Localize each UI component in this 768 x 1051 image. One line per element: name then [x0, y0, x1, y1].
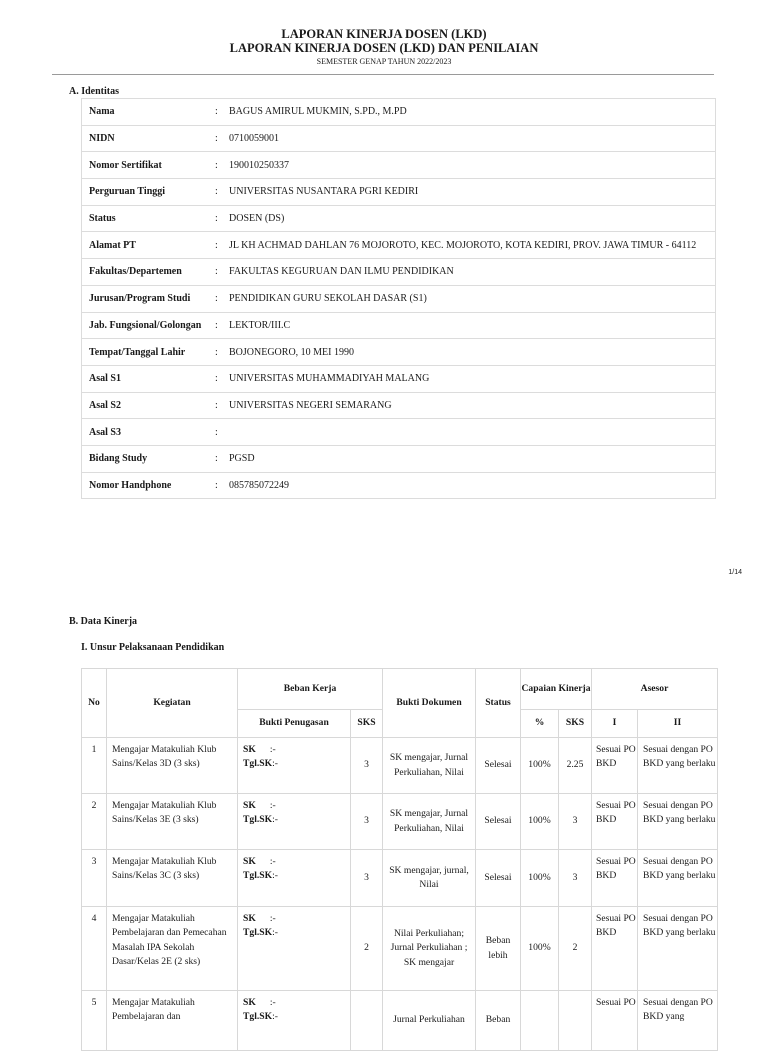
- kinerja-row: [82, 794, 718, 850]
- kinerja-table: [81, 668, 718, 1051]
- identitas-label: Asal S3: [82, 419, 216, 446]
- row-sks: 3: [351, 738, 383, 794]
- identitas-label: Perguruan Tinggi: [82, 179, 216, 206]
- row-bukti-penugasan: [238, 991, 351, 1051]
- row-no: 1: [82, 738, 107, 794]
- identitas-value: PGSD: [229, 445, 716, 472]
- identitas-value: 0710059001: [229, 125, 716, 152]
- kinerja-row: [82, 991, 718, 1051]
- row-asesor-1: Sesuai PO BKD: [592, 794, 638, 850]
- identitas-row: [82, 125, 716, 152]
- identitas-value: 085785072249: [229, 472, 716, 499]
- row-bukti-dokumen: Jurnal Perkuliahan: [383, 991, 476, 1051]
- tgl-sk-label: Tgl.SK: [243, 814, 273, 826]
- sk-label: SK: [243, 800, 256, 811]
- kinerja-row: [82, 738, 718, 794]
- tgl-sk-value: :-: [272, 870, 278, 882]
- row-asesor-2: Sesuai dengan PO BKD yang berlaku: [638, 794, 718, 850]
- report-title: LAPORAN KINERJA DOSEN (LKD): [281, 27, 487, 41]
- row-persen: 100%: [521, 907, 559, 991]
- identitas-row: [82, 152, 716, 179]
- col-status-header: Status: [476, 669, 521, 738]
- tgl-sk-label: Tgl.SK: [243, 758, 273, 770]
- identitas-value: UNIVERSITAS NEGERI SEMARANG: [229, 392, 716, 419]
- identitas-label: Nomor Sertifikat: [82, 152, 216, 179]
- tgl-sk-label: Tgl.SK: [243, 870, 273, 882]
- row-bukti-penugasan: [238, 850, 351, 907]
- identitas-separator: :: [215, 392, 229, 419]
- identitas-row: [82, 445, 716, 472]
- row-bukti-dokumen: Nilai Perkuliahan; Jurnal Perkuliahan ; SK mengajar: [383, 907, 476, 991]
- identitas-separator: :: [215, 312, 229, 339]
- identitas-table: [81, 98, 716, 499]
- identitas-value: UNIVERSITAS NUSANTARA PGRI KEDIRI: [229, 179, 716, 206]
- identitas-value: UNIVERSITAS MUHAMMADIYAH MALANG: [229, 365, 716, 392]
- identitas-separator: :: [215, 179, 229, 206]
- row-persen: [521, 991, 559, 1051]
- identitas-label: NIDN: [82, 125, 216, 152]
- sk-label: SK: [243, 856, 256, 867]
- identitas-separator: :: [215, 365, 229, 392]
- identitas-row: [82, 285, 716, 312]
- identitas-label: Asal S2: [82, 392, 216, 419]
- identitas-row: [82, 472, 716, 499]
- identitas-separator: :: [215, 339, 229, 366]
- identitas-separator: :: [215, 106, 218, 118]
- sk-label: SK: [243, 744, 256, 755]
- tgl-sk-label: Tgl.SK: [243, 927, 273, 939]
- identitas-label: Asal S1: [82, 365, 216, 392]
- identitas-label: Nama: [89, 106, 115, 118]
- identitas-row: [82, 205, 716, 232]
- identitas-row: [82, 99, 716, 126]
- sk-label: SK: [243, 997, 256, 1008]
- identitas-separator: :: [215, 232, 229, 259]
- semester-subtitle: SEMESTER GENAP TAHUN 2022/2023: [316, 57, 452, 66]
- col-bukti-penugasan-header: Bukti Penugasan: [238, 710, 351, 738]
- col-persen-header: %: [521, 710, 559, 738]
- row-no: 2: [82, 794, 107, 850]
- sk-value: :-: [269, 997, 276, 1008]
- row-asesor-2: Sesuai dengan PO BKD yang berlaku: [638, 738, 718, 794]
- row-status: Selesai: [476, 850, 521, 907]
- identitas-separator: :: [215, 285, 229, 312]
- sk-value: :-: [269, 744, 276, 755]
- row-sks: [351, 991, 383, 1051]
- identitas-separator: :: [215, 205, 229, 232]
- row-kegiatan: Mengajar Matakuliah Pembelajaran dan: [107, 991, 238, 1051]
- tgl-sk-label: Tgl.SK: [243, 1011, 273, 1023]
- row-capaian-sks: 3: [559, 850, 592, 907]
- identitas-row: [82, 232, 716, 259]
- col-capaian-kinerja-header: Capaian Kinerja: [521, 669, 592, 710]
- identitas-label: Nomor Handphone: [82, 472, 216, 499]
- row-persen: 100%: [521, 850, 559, 907]
- row-bukti-dokumen: SK mengajar, jurnal, Nilai: [383, 850, 476, 907]
- row-bukti-penugasan: [238, 794, 351, 850]
- row-asesor-1: Sesuai PO BKD: [592, 738, 638, 794]
- row-asesor-1: Sesuai PO BKD: [592, 907, 638, 991]
- identitas-label: Jurusan/Program Studi: [82, 285, 216, 312]
- row-sks: 3: [351, 850, 383, 907]
- kinerja-row: [82, 907, 718, 991]
- page-number: 1/14: [728, 569, 742, 576]
- row-capaian-sks: 3: [559, 794, 592, 850]
- sk-label: SK: [243, 913, 256, 924]
- section-pendidikan-heading: I. Unsur Pelaksanaan Pendidikan: [81, 642, 225, 653]
- col-beban-kerja-header: Beban Kerja: [238, 669, 383, 710]
- sk-value: :-: [269, 800, 276, 811]
- row-capaian-sks: 2: [559, 907, 592, 991]
- identitas-value: BAGUS AMIRUL MUKMIN, S.PD., M.PD: [229, 106, 407, 118]
- identitas-label: Bidang Study: [82, 445, 216, 472]
- identitas-separator: :: [215, 445, 229, 472]
- sk-value: :-: [269, 913, 276, 924]
- report-header: [0, 27, 768, 67]
- identitas-row: [82, 259, 716, 286]
- row-no: 3: [82, 850, 107, 907]
- identitas-separator: :: [215, 125, 229, 152]
- col-no-header: No: [82, 669, 107, 738]
- tgl-sk-value: :-: [272, 1011, 278, 1023]
- identitas-value: FAKULTAS KEGURUAN DAN ILMU PENDIDIKAN: [229, 259, 716, 286]
- identitas-label: Tempat/Tanggal Lahir: [82, 339, 216, 366]
- section-kinerja-heading: B. Data Kinerja: [69, 616, 138, 627]
- identitas-label: Alamat PT: [82, 232, 216, 259]
- tgl-sk-value: :-: [272, 927, 278, 939]
- row-bukti-penugasan: [238, 738, 351, 794]
- row-asesor-2: Sesuai dengan PO BKD yang berlaku: [638, 907, 718, 991]
- kinerja-row: [82, 850, 718, 907]
- row-persen: 100%: [521, 794, 559, 850]
- row-sks: 2: [351, 907, 383, 991]
- col-asesor-header: Asesor: [592, 669, 718, 710]
- identitas-row: [82, 339, 716, 366]
- identitas-separator: :: [215, 259, 229, 286]
- row-asesor-2: Sesuai dengan PO BKD yang: [638, 991, 718, 1051]
- row-kegiatan: Mengajar Matakuliah Klub Sains/Kelas 3C (3 sks): [107, 850, 238, 907]
- row-persen: 100%: [521, 738, 559, 794]
- row-kegiatan: Mengajar Matakuliah Pembelajaran dan Pemecahan Masalah IPA Sekolah Dasar/Kelas 2E (2 sks): [107, 907, 238, 991]
- identitas-row: [82, 312, 716, 339]
- identitas-label: Fakultas/Departemen: [82, 259, 216, 286]
- section-identitas-heading: A. Identitas: [69, 86, 120, 97]
- row-asesor-1: Sesuai PO BKD: [592, 850, 638, 907]
- row-status: Beban: [476, 991, 521, 1051]
- identitas-row: [82, 419, 716, 446]
- identitas-value: JL KH ACHMAD DAHLAN 76 MOJOROTO, KEC. MOJOROTO, KOTA KEDIRI, PROV. JAWA TIMUR - 64112: [229, 232, 716, 259]
- report-title-secondary: LAPORAN KINERJA DOSEN (LKD) DAN PENILAIAN: [229, 41, 539, 55]
- identitas-label: Status: [82, 205, 216, 232]
- identitas-separator: :: [215, 152, 229, 179]
- row-sks: 3: [351, 794, 383, 850]
- identitas-row: [82, 392, 716, 419]
- identitas-value: BOJONEGORO, 10 MEI 1990: [229, 339, 716, 366]
- identitas-value: LEKTOR/III.C: [229, 312, 716, 339]
- sk-value: :-: [269, 856, 276, 867]
- identitas-label: Jab. Fungsional/Golongan: [82, 312, 216, 339]
- row-bukti-penugasan: [238, 907, 351, 991]
- row-status: Beban lebih: [476, 907, 521, 991]
- col-bukti-dokumen-header: Bukti Dokumen: [383, 669, 476, 738]
- col-kegiatan-header: Kegiatan: [107, 669, 238, 738]
- identitas-value: PENDIDIKAN GURU SEKOLAH DASAR (S1): [229, 285, 716, 312]
- row-asesor-2: Sesuai dengan PO BKD yang berlaku: [638, 850, 718, 907]
- row-capaian-sks: 2.25: [559, 738, 592, 794]
- row-no: 4: [82, 907, 107, 991]
- identitas-separator: :: [215, 472, 229, 499]
- row-bukti-dokumen: SK mengajar, Jurnal Perkuliahan, Nilai: [383, 738, 476, 794]
- row-no: 5: [82, 991, 107, 1051]
- header-divider: [52, 74, 714, 75]
- identitas-value: DOSEN (DS): [229, 205, 716, 232]
- identitas-value: 190010250337: [229, 152, 716, 179]
- tgl-sk-value: :-: [272, 758, 278, 770]
- col-capaian-sks-header: SKS: [559, 710, 592, 738]
- row-asesor-1: Sesuai PO: [592, 991, 638, 1051]
- identitas-row: [82, 365, 716, 392]
- identitas-value: [229, 419, 716, 446]
- col-asesor-2-header: II: [638, 710, 718, 738]
- row-status: Selesai: [476, 738, 521, 794]
- row-kegiatan: Mengajar Matakuliah Klub Sains/Kelas 3D (3 sks): [107, 738, 238, 794]
- row-status: Selesai: [476, 794, 521, 850]
- row-kegiatan: Mengajar Matakuliah Klub Sains/Kelas 3E (3 sks): [107, 794, 238, 850]
- col-sks-header: SKS: [351, 710, 383, 738]
- identitas-row: [82, 179, 716, 206]
- tgl-sk-value: :-: [272, 814, 278, 826]
- row-bukti-dokumen: SK mengajar, Jurnal Perkuliahan, Nilai: [383, 794, 476, 850]
- col-asesor-1-header: I: [592, 710, 638, 738]
- row-capaian-sks: [559, 991, 592, 1051]
- identitas-separator: :: [215, 419, 229, 446]
